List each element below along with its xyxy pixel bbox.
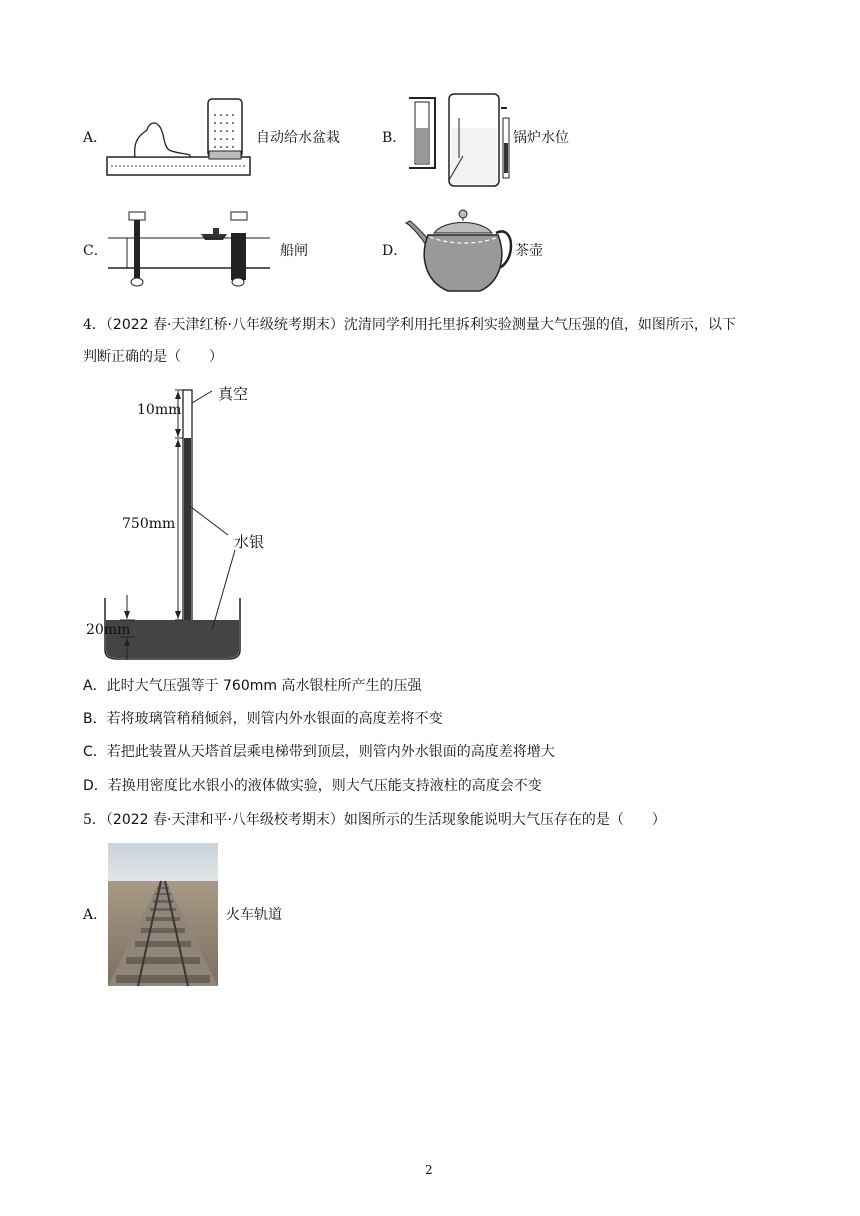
railway-track-photo	[108, 843, 218, 986]
dimension-750mm-label: 750mm	[122, 516, 176, 532]
q3-option-b-letter: B．	[382, 130, 407, 146]
q3-option-c-caption: 船闸	[280, 243, 308, 259]
vacuum-label: 真空	[218, 385, 249, 403]
q3-option-d-caption: 茶壶	[515, 243, 543, 259]
q4-stem-text: （2022 春·天津红桥·八年级统考期末）沈清同学利用托里拆利实验测量大气压强的值，如图所示，以下	[105, 317, 736, 333]
q3-option-d-letter: D．	[382, 243, 408, 259]
q5-stem	[83, 810, 666, 830]
q4-option-d: D．若换用密度比水银小的液体做实验，则大气压能支持液柱的高度会不变	[83, 778, 542, 794]
q3-option-a-letter: A．	[83, 130, 108, 146]
ship-lock-figure	[105, 208, 275, 290]
q5-option-a-caption: 火车轨道	[226, 907, 282, 923]
q4-option-b: B．若将玻璃管稍稍倾斜，则管内外水银面的高度差将不变	[83, 711, 443, 727]
q3-option-c-letter: C．	[83, 243, 108, 259]
dimension-20mm-label: 20mm	[86, 622, 131, 638]
q5-stem-text: （2022 春·天津和平·八年级校考期末）如图所示的生活现象能说明大气压存在的是（ ）	[105, 812, 666, 828]
q4-option-c: C．若把此装置从天塔首层乘电梯带到顶层，则管内外水银面的高度差将增大	[83, 744, 555, 760]
q5-number: 5．	[83, 812, 106, 828]
q5-option-a-letter: A．	[83, 907, 108, 923]
boiler-water-gauge-figure	[405, 88, 515, 188]
q3-option-a-caption: 自动给水盆栽	[256, 130, 340, 146]
teapot-figure	[404, 203, 516, 297]
q3-option-b-caption: 锅炉水位	[513, 130, 569, 146]
dimension-10mm-label: 10mm	[137, 402, 182, 418]
q4-stem-line2: 判断正确的是（ ）	[83, 349, 223, 365]
q4-option-a: A．此时大气压强等于 760mm 高水银柱所产生的压强	[83, 678, 422, 694]
mercury-label: 水银	[234, 533, 265, 551]
page-number: 2	[425, 1163, 433, 1177]
self-watering-pot-figure	[105, 95, 255, 180]
q4-number: 4．	[83, 317, 106, 333]
q4-stem-line1	[83, 315, 736, 335]
